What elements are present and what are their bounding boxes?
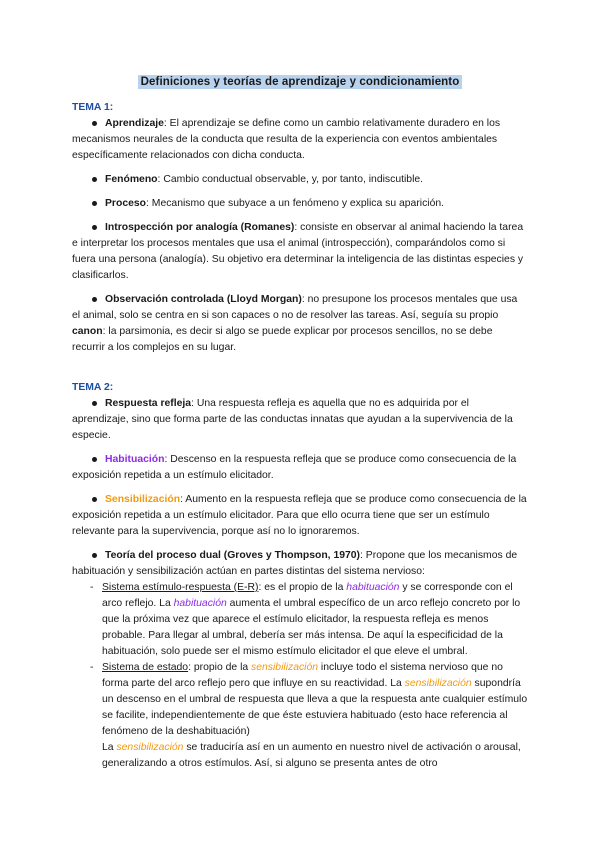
sub-estado-text-3: supondría un descenso en el umbral de respuesta que lleva a que la respuesta ante cualquier estímulo se facilite, independientemente de que éste estuviera habituado (esto hace referencia al fenómeno de la deshabituación) [102, 678, 528, 737]
sub-item-er [72, 580, 528, 660]
sub-heading-estado: Sistema de estado [102, 662, 189, 673]
item-introspeccion [72, 220, 528, 284]
sen-inline-3: sensibilización [116, 742, 184, 753]
bullet-icon [92, 297, 97, 302]
tema1-heading: TEMA 1: [72, 102, 114, 113]
def-respuesta: : Una respuesta refleja es aquella que no es adquirida por el aprendizaje, sino que forma parte de las conductas innatas que ayudan a la supervivencia de la especie. [72, 398, 513, 441]
bullet-icon [92, 225, 97, 230]
term-habituacion: Habituación [105, 454, 165, 465]
sen-inline-2: sensibilización [404, 678, 472, 689]
def-fenomeno: : Cambio conductual observable, y, por tanto, indiscutible. [157, 174, 424, 185]
hab-inline-1: habituación [346, 582, 400, 593]
term-introspeccion: Introspección por analogía (Romanes) [105, 222, 295, 233]
bullet-icon [92, 457, 97, 462]
def-observacion-1: : no presupone los procesos mentales que usa el animal, solo se centra en si son capaces o no de resolver las tareas. Así, seguía su propio [72, 294, 518, 321]
sub-er-text-1: : es el propio de la [258, 582, 347, 593]
dash-marker: - [90, 582, 94, 593]
dash-marker: - [90, 662, 94, 673]
item-respuesta [72, 396, 528, 444]
term-teoria: Teoría del proceso dual (Groves y Thompson, 1970) [105, 550, 361, 561]
item-teoria [72, 548, 528, 580]
sub-er-text-3: aumenta el umbral específico de un arco reflejo concreto por lo que la próxima vez que aparece el estímulo elicitador, la respuesta refleja es menos probable. Para llegar al umbral, debería ser más intensa. De aquí la especificidad de la habituación, solo puede ser el mismo estímulo elicitador el que eleve el umbral. [102, 598, 521, 657]
sub-er-text-2: y se corresponde con el arco reflejo. La [102, 582, 513, 609]
sub-item-estado [72, 660, 528, 772]
item-observacion [72, 292, 528, 356]
def-proceso: : Mecanismo que subyace a un fenómeno y explica su aparición. [146, 198, 445, 209]
def-observacion-2: : la parsimonia, es decir si algo se puede explicar por procesos sencillos, no se debe recurrir a los complejos en su lugar. [72, 326, 493, 353]
item-fenomeno [72, 172, 528, 188]
term-aprendizaje: Aprendizaje [105, 118, 164, 129]
def-introspeccion: : consiste en observar al animal haciendo la tarea e interpretar los procesos mentales que usa el animal (introspección), comparándolos como si fuera una persona (analogía). Su objetivo era determinar la inteligencia de las distintas especies y clasificarlos. [72, 222, 524, 281]
def-aprendizaje: : El aprendizaje se define como un cambio relativamente duradero en los mecanismos neurales de la conducta que resulta de la experiencia con eventos ambientales específicamente relacionados con dicha conducta. [72, 118, 501, 161]
item-aprendizaje [72, 116, 528, 164]
bullet-icon [92, 177, 97, 182]
def-habituacion: : Descenso en la respuesta refleja que se produce como consecuencia de la exposición repetida a un estímulo elicitador. [72, 454, 517, 481]
bullet-icon [92, 497, 97, 502]
bullet-icon [92, 201, 97, 206]
term-canon: canon [72, 326, 103, 337]
bullet-icon [92, 401, 97, 406]
term-sensibilizacion: Sensibilización [105, 494, 181, 505]
def-sensibilizacion: : Aumento en la respuesta refleja que se produce como consecuencia de la exposición repetida a un estímulo elicitador. Para que ello ocurra tiene que ser un estímulo relevante para la supervivencia, porque así no lo ignoraremos. [72, 494, 527, 537]
bullet-icon [92, 121, 97, 126]
document-body [72, 100, 528, 772]
sub-estado-text-4: La [102, 742, 117, 753]
sub-estado-text-5: se traduciría así en un aumento en nuestro nivel de activación o arousal, generalizando a otros estímulos. Así, si alguno se presenta antes de otro [102, 742, 521, 769]
document-title: Definiciones y teorías de aprendizaje y condicionamiento [138, 75, 463, 89]
term-observacion: Observación controlada (Lloyd Morgan) [105, 294, 302, 305]
sub-estado-text-2: incluye todo el sistema nervioso que no forma parte del arco reflejo pero que influye en su reactividad. La [102, 662, 503, 689]
title-wrap [0, 72, 600, 90]
bullet-icon [92, 553, 97, 558]
section-gap [72, 364, 528, 380]
def-teoria: : Propone que los mecanismos de habituación y sensibilización actúan en partes distintas del sistema nervioso: [72, 550, 518, 577]
item-habituacion [72, 452, 528, 484]
item-proceso [72, 196, 528, 212]
tema2-heading: TEMA 2: [72, 382, 114, 393]
term-fenomeno: Fenómeno [105, 174, 158, 185]
sub-heading-er: Sistema estímulo-respuesta (E-R) [102, 582, 259, 593]
term-proceso: Proceso [105, 198, 147, 209]
sub-estado-text-1: : propio de la [188, 662, 252, 673]
item-sensibilizacion [72, 492, 528, 540]
sen-inline-1: sensibilización [251, 662, 319, 673]
hab-inline-2: habituación [173, 598, 227, 609]
term-respuesta: Respuesta refleja [105, 398, 192, 409]
